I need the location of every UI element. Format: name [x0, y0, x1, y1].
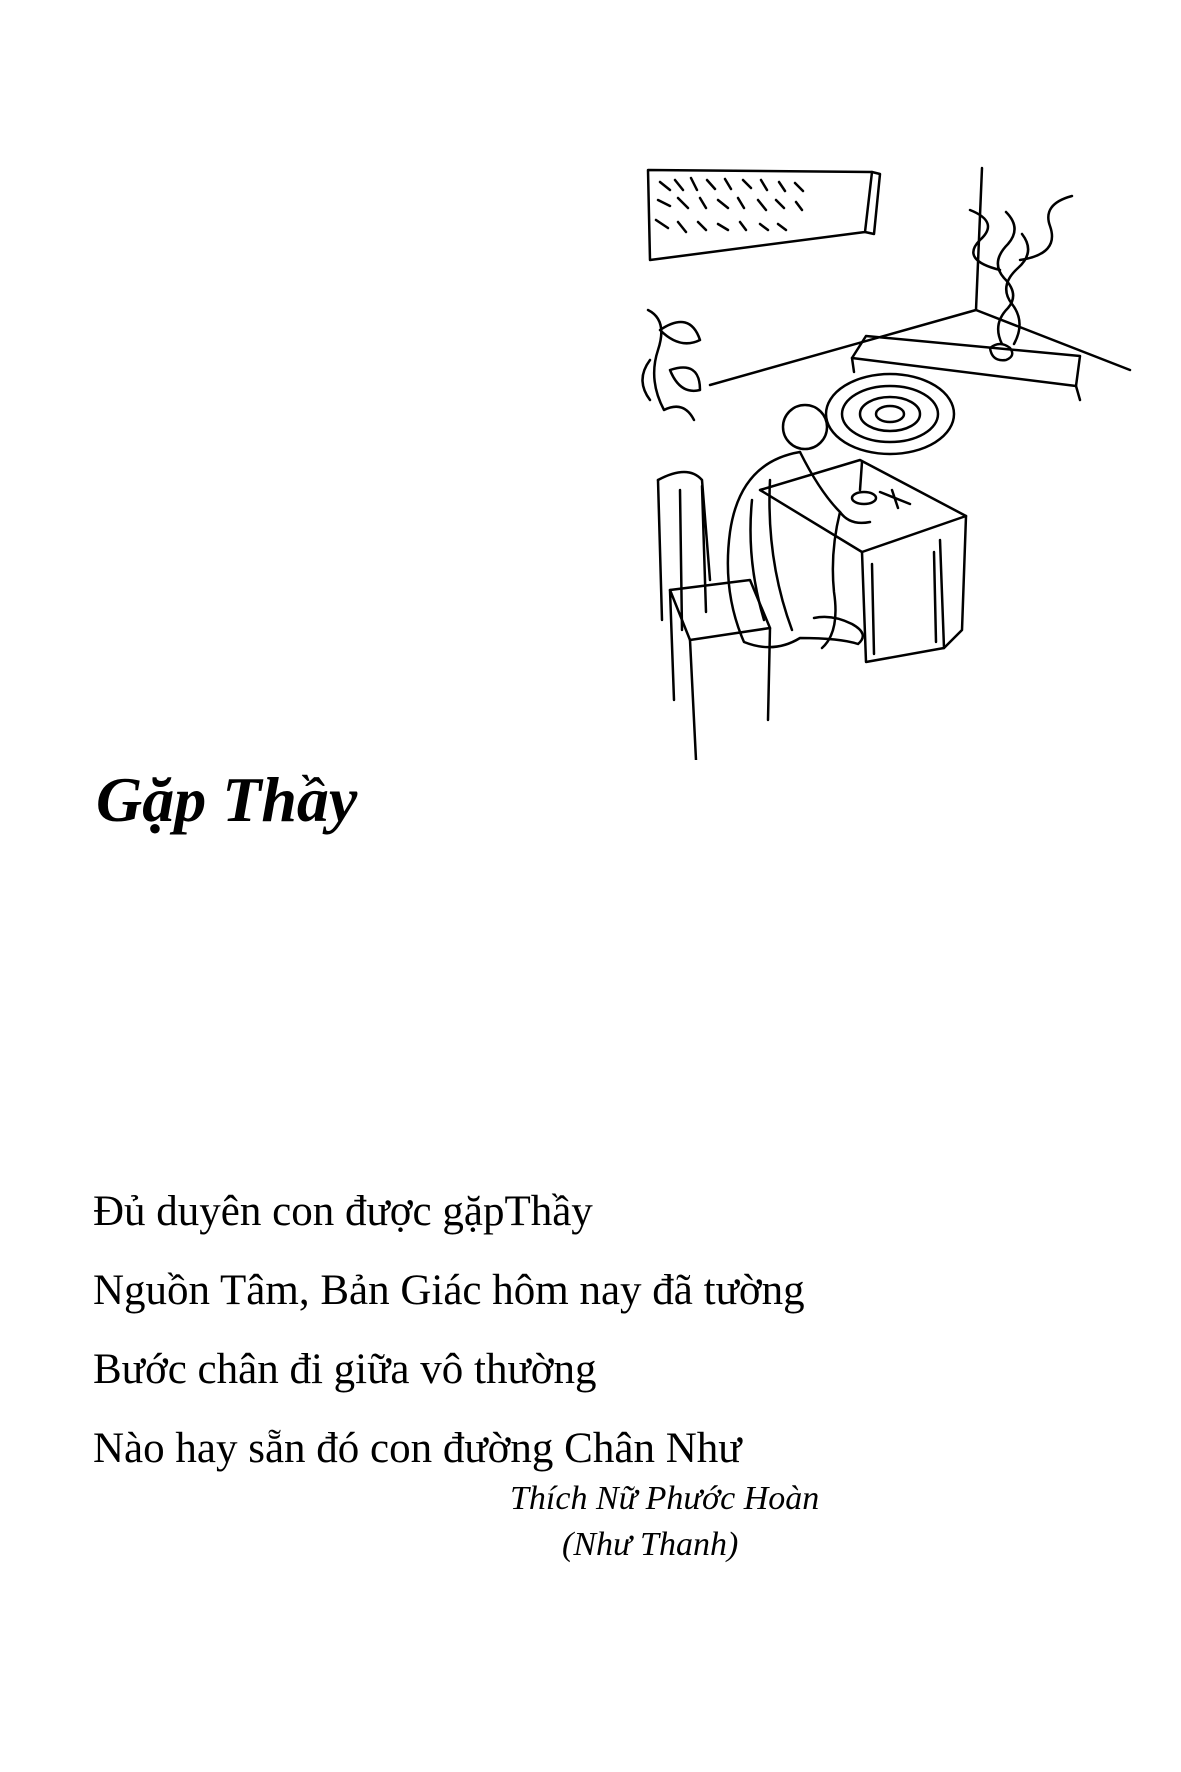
poem-line: Bước chân đi giữa vô thường — [93, 1346, 597, 1393]
poem-line: Đủ duyên con được gặpThầy — [93, 1188, 593, 1235]
poem-line: Nào hay sẵn đó con đường Chân Như — [93, 1425, 742, 1472]
author-name: Thích Nữ Phước Hoàn — [510, 1480, 820, 1517]
author-pen-name: (Như Thanh) — [562, 1526, 739, 1563]
poem-title: Gặp Thầy — [96, 764, 358, 835]
poem-line: Nguồn Tâm, Bản Giác hôm nay đã tường — [93, 1267, 805, 1314]
monk-writing-illustration — [640, 160, 1150, 760]
poem-body — [93, 1172, 805, 1488]
